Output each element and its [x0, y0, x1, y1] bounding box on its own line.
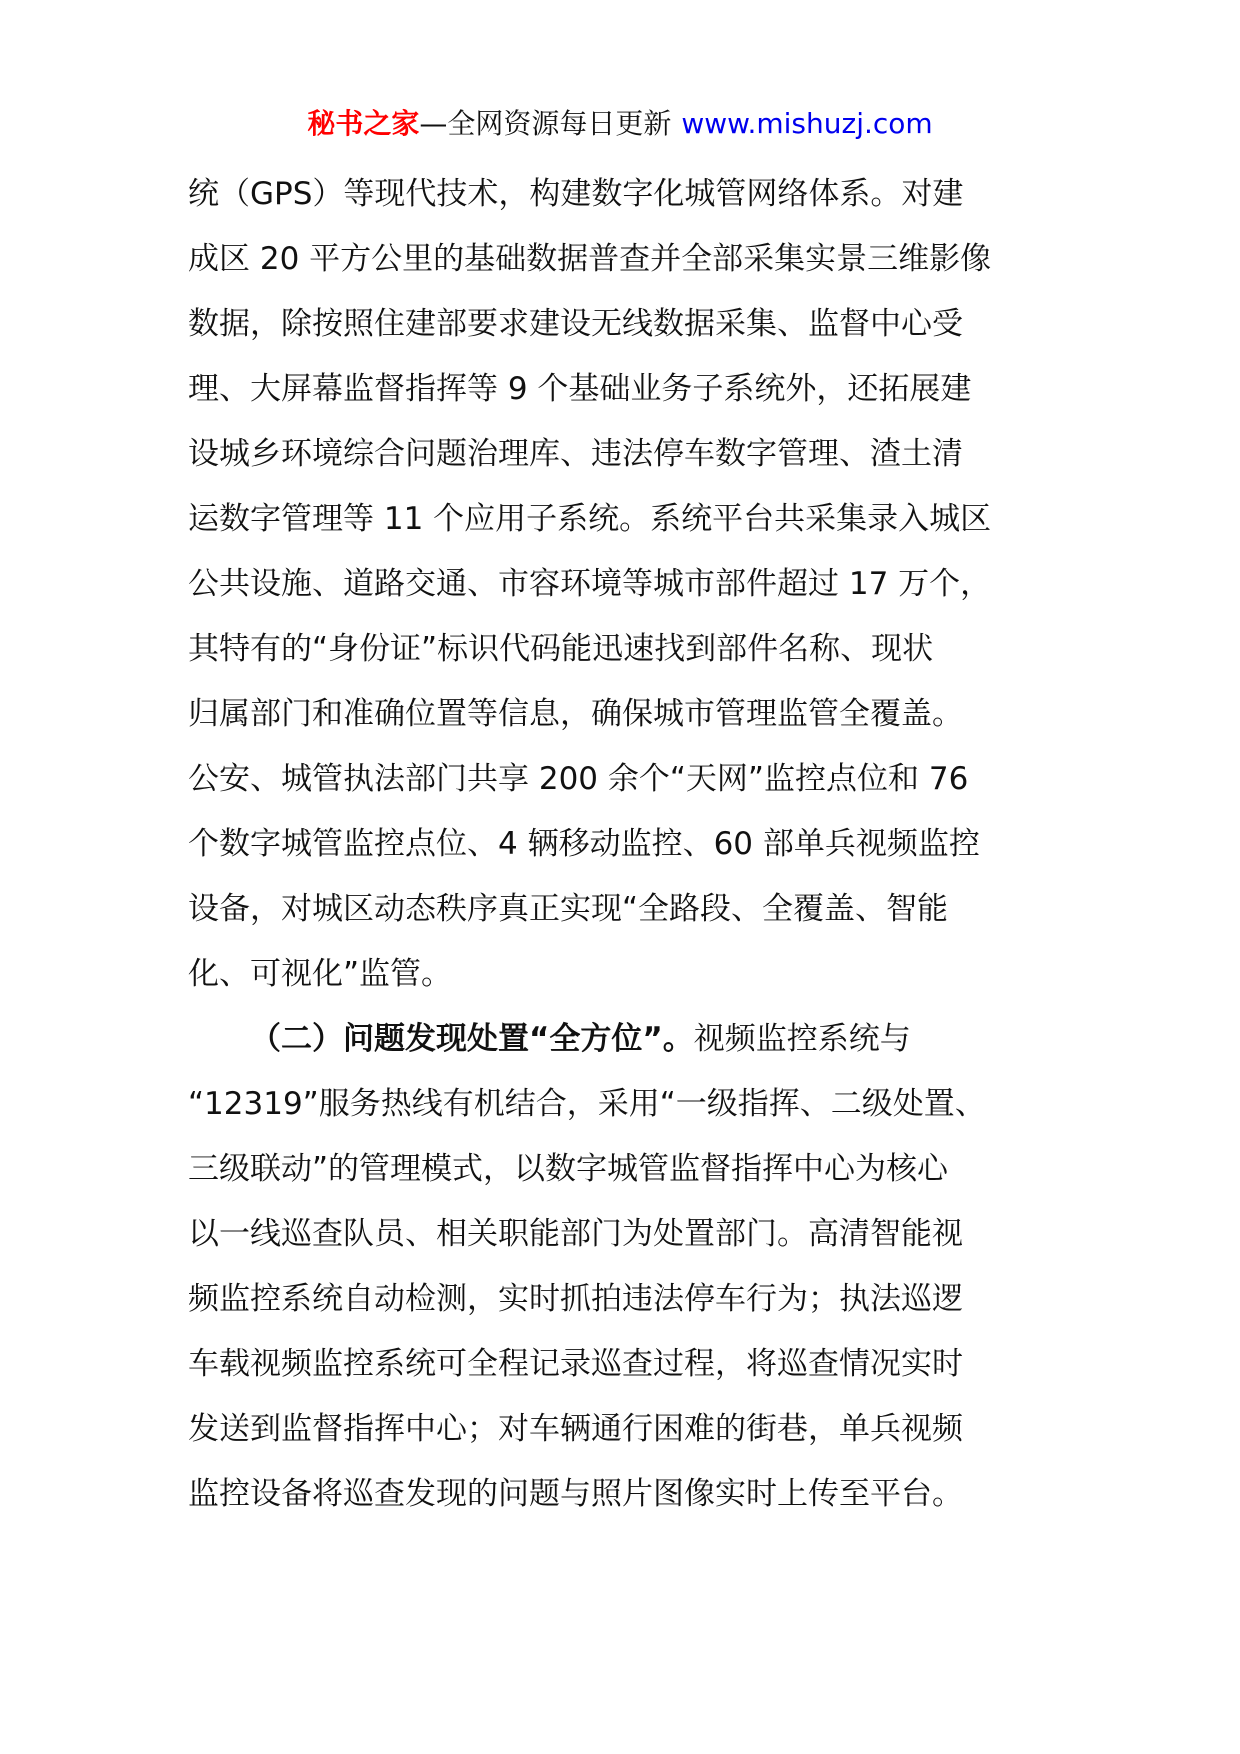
header-tagline: —全网资源每日更新 — [419, 107, 672, 140]
text-line: 化、可视化”监管。 — [188, 956, 453, 992]
document-body — [188, 162, 1068, 1527]
text-line: 设备，对城区动态秩序真正实现“全路段、全覆盖、智能 — [188, 891, 949, 927]
text-line: 设城乡环境综合问题治理库、违法停车数字管理、渣土清 — [188, 436, 963, 472]
text-line: 公共设施、道路交通、市容环境等城市部件超过 17 万个， — [188, 566, 992, 602]
text-line: 数据，除按照住建部要求建设无线数据采集、监督中心受 — [188, 306, 963, 342]
text-line: 归属部门和准确位置等信息，确保城市管理监管全覆盖。 — [188, 696, 963, 732]
text-line: 其特有的“身份证”标识代码能迅速找到部件名称、现状 — [188, 631, 934, 667]
text-line: 监控设备将巡查发现的问题与照片图像实时上传至平台。 — [188, 1476, 963, 1512]
text-line: “12319”服务热线有机结合，采用“一级指挥、二级处置、 — [188, 1086, 986, 1122]
text-line: 以一线巡查队员、相关职能部门为处置部门。高清智能视 — [188, 1216, 963, 1252]
section-first-line — [188, 1007, 1068, 1072]
section-heading-rest: 视频监控系统与 — [693, 1021, 911, 1057]
text-line: 成区 20 平方公里的基础数据普查并全部采集实景三维影像 — [188, 241, 992, 277]
text-line: 发送到监督指挥中心；对车辆通行困难的街巷，单兵视频 — [188, 1411, 963, 1447]
text-line: 三级联动”的管理模式，以数字城管监督指挥中心为核心 — [188, 1151, 949, 1187]
text-line: 运数字管理等 11 个应用子系统。系统平台共采集录入城区 — [188, 501, 992, 537]
text-line: 理、大屏幕监督指挥等 9 个基础业务子系统外，还拓展建 — [188, 371, 972, 407]
text-line: 频监控系统自动检测，实时抓拍违法停车行为；执法巡逻 — [188, 1281, 963, 1317]
text-line: 个数字城管监控点位、4 辆移动监控、60 部单兵视频监控 — [188, 826, 980, 862]
brand-name: 秘书之家 — [307, 107, 420, 140]
site-link[interactable]: www.mishuzj.com — [681, 107, 933, 140]
text-line: 车载视频监控系统可全程记录巡查过程，将巡查情况实时 — [188, 1346, 963, 1382]
page-header — [0, 104, 1240, 144]
section-heading: （二）问题发现处置“全方位”。 — [250, 1021, 694, 1057]
text-line: 公安、城管执法部门共享 200 余个“天网”监控点位和 76 — [188, 761, 969, 797]
text-line: 统（GPS）等现代技术，构建数字化城管网络体系。对建 — [188, 176, 964, 212]
